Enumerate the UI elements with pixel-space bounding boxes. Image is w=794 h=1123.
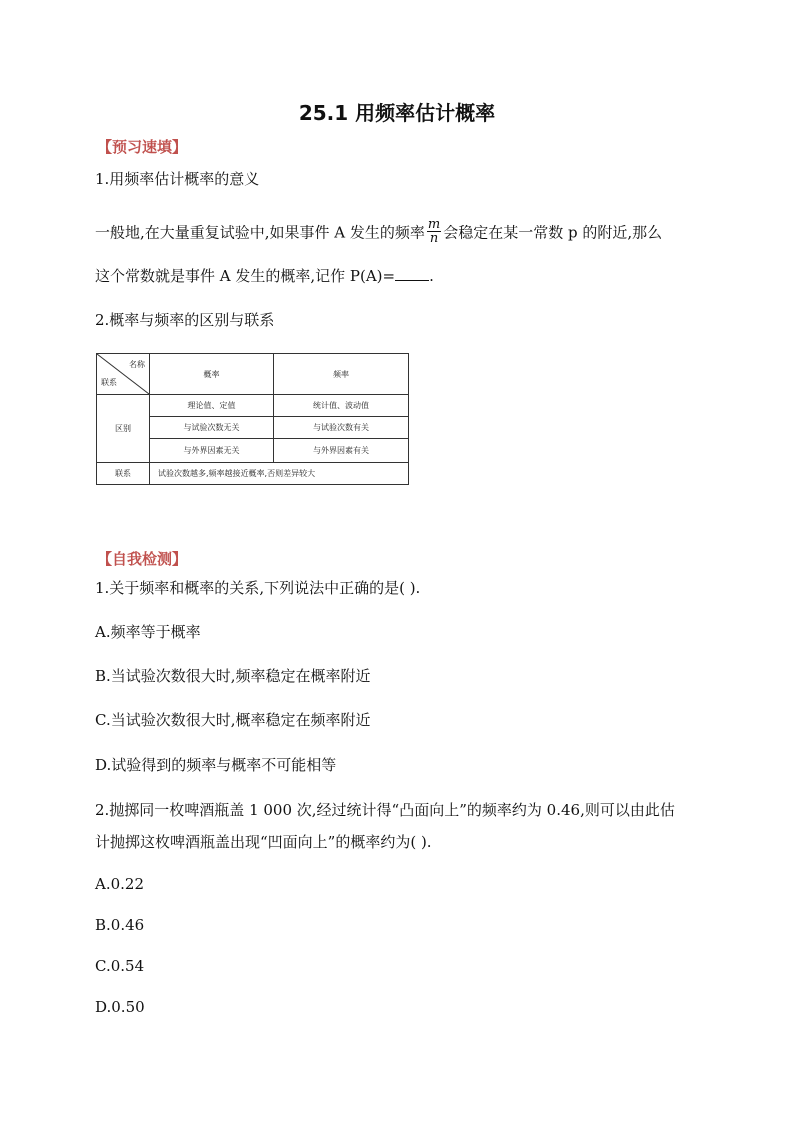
corner-top-label: 名称 bbox=[129, 360, 145, 369]
table-header-row bbox=[97, 354, 409, 395]
q1-option-d: D.试验得到的频率与概率不可能相等 bbox=[95, 756, 337, 774]
header-probability: 概率 bbox=[150, 354, 274, 395]
table-row bbox=[97, 395, 409, 417]
item1-title: 1.用频率估计概率的意义 bbox=[95, 170, 260, 188]
check-heading: 【自我检测】 bbox=[97, 550, 188, 568]
table-cell: 与外界因素无关 bbox=[150, 439, 274, 463]
answer-blank bbox=[395, 266, 429, 281]
comparison-table bbox=[96, 353, 409, 485]
table-cell: 理论值、定值 bbox=[150, 395, 274, 417]
item1-text-a: 一般地,在大量重复试验中,如果事件 A 发生的频率 bbox=[95, 223, 425, 242]
link-text: 试验次数越多,频率越接近概率,否则差异较大 bbox=[150, 463, 409, 485]
table-cell: 与外界因素有关 bbox=[274, 439, 409, 463]
table-cell: 与试验次数有关 bbox=[274, 417, 409, 439]
q1-option-b: B.当试验次数很大时,频率稳定在概率附近 bbox=[95, 667, 371, 685]
item1-text-c: 这个常数就是事件 A 发生的概率,记作 P(A)= bbox=[95, 267, 396, 285]
fraction-denominator: n bbox=[429, 231, 439, 246]
q2-option-a: A.0.22 bbox=[95, 875, 144, 893]
link-label: 联系 bbox=[97, 463, 150, 485]
corner-bottom-label: 联系 bbox=[101, 378, 117, 387]
item2-title: 2.概率与频率的区别与联系 bbox=[95, 311, 275, 329]
table-row bbox=[97, 463, 409, 485]
item1-paragraph-line2 bbox=[95, 266, 434, 286]
page-title: 25.1 用频率估计概率 bbox=[298, 101, 496, 125]
diff-label: 区别 bbox=[97, 395, 150, 463]
item1-paragraph-line1 bbox=[95, 217, 663, 247]
fraction-numerator: m bbox=[427, 217, 441, 232]
fraction-m-over-n bbox=[427, 218, 441, 245]
question-2-line1: 2.抛掷同一枚啤酒瓶盖 1 000 次,经过统计得“凸面向上”的频率约为 0.46,则可以由此估 bbox=[95, 801, 675, 819]
table-cell: 与试验次数无关 bbox=[150, 417, 274, 439]
item1-text-end: . bbox=[429, 267, 434, 285]
q1-option-c: C.当试验次数很大时,概率稳定在频率附近 bbox=[95, 711, 371, 729]
header-frequency: 频率 bbox=[274, 354, 409, 395]
q2-option-c: C.0.54 bbox=[95, 957, 145, 975]
q2-option-d: D.0.50 bbox=[95, 998, 145, 1016]
q2-option-b: B.0.46 bbox=[95, 916, 145, 934]
question-2-line2: 计抛掷这枚啤酒瓶盖出现“凹面向上”的概率约为( ). bbox=[95, 833, 432, 851]
question-1: 1.关于频率和概率的关系,下列说法中正确的是( ). bbox=[95, 579, 421, 597]
item1-text-b: 会稳定在某一常数 p 的附近,那么 bbox=[443, 223, 663, 242]
table-cell: 统计值、波动值 bbox=[274, 395, 409, 417]
preview-heading: 【预习速填】 bbox=[97, 138, 188, 156]
q1-option-a: A.频率等于概率 bbox=[95, 623, 201, 641]
table-corner-cell bbox=[97, 354, 150, 395]
